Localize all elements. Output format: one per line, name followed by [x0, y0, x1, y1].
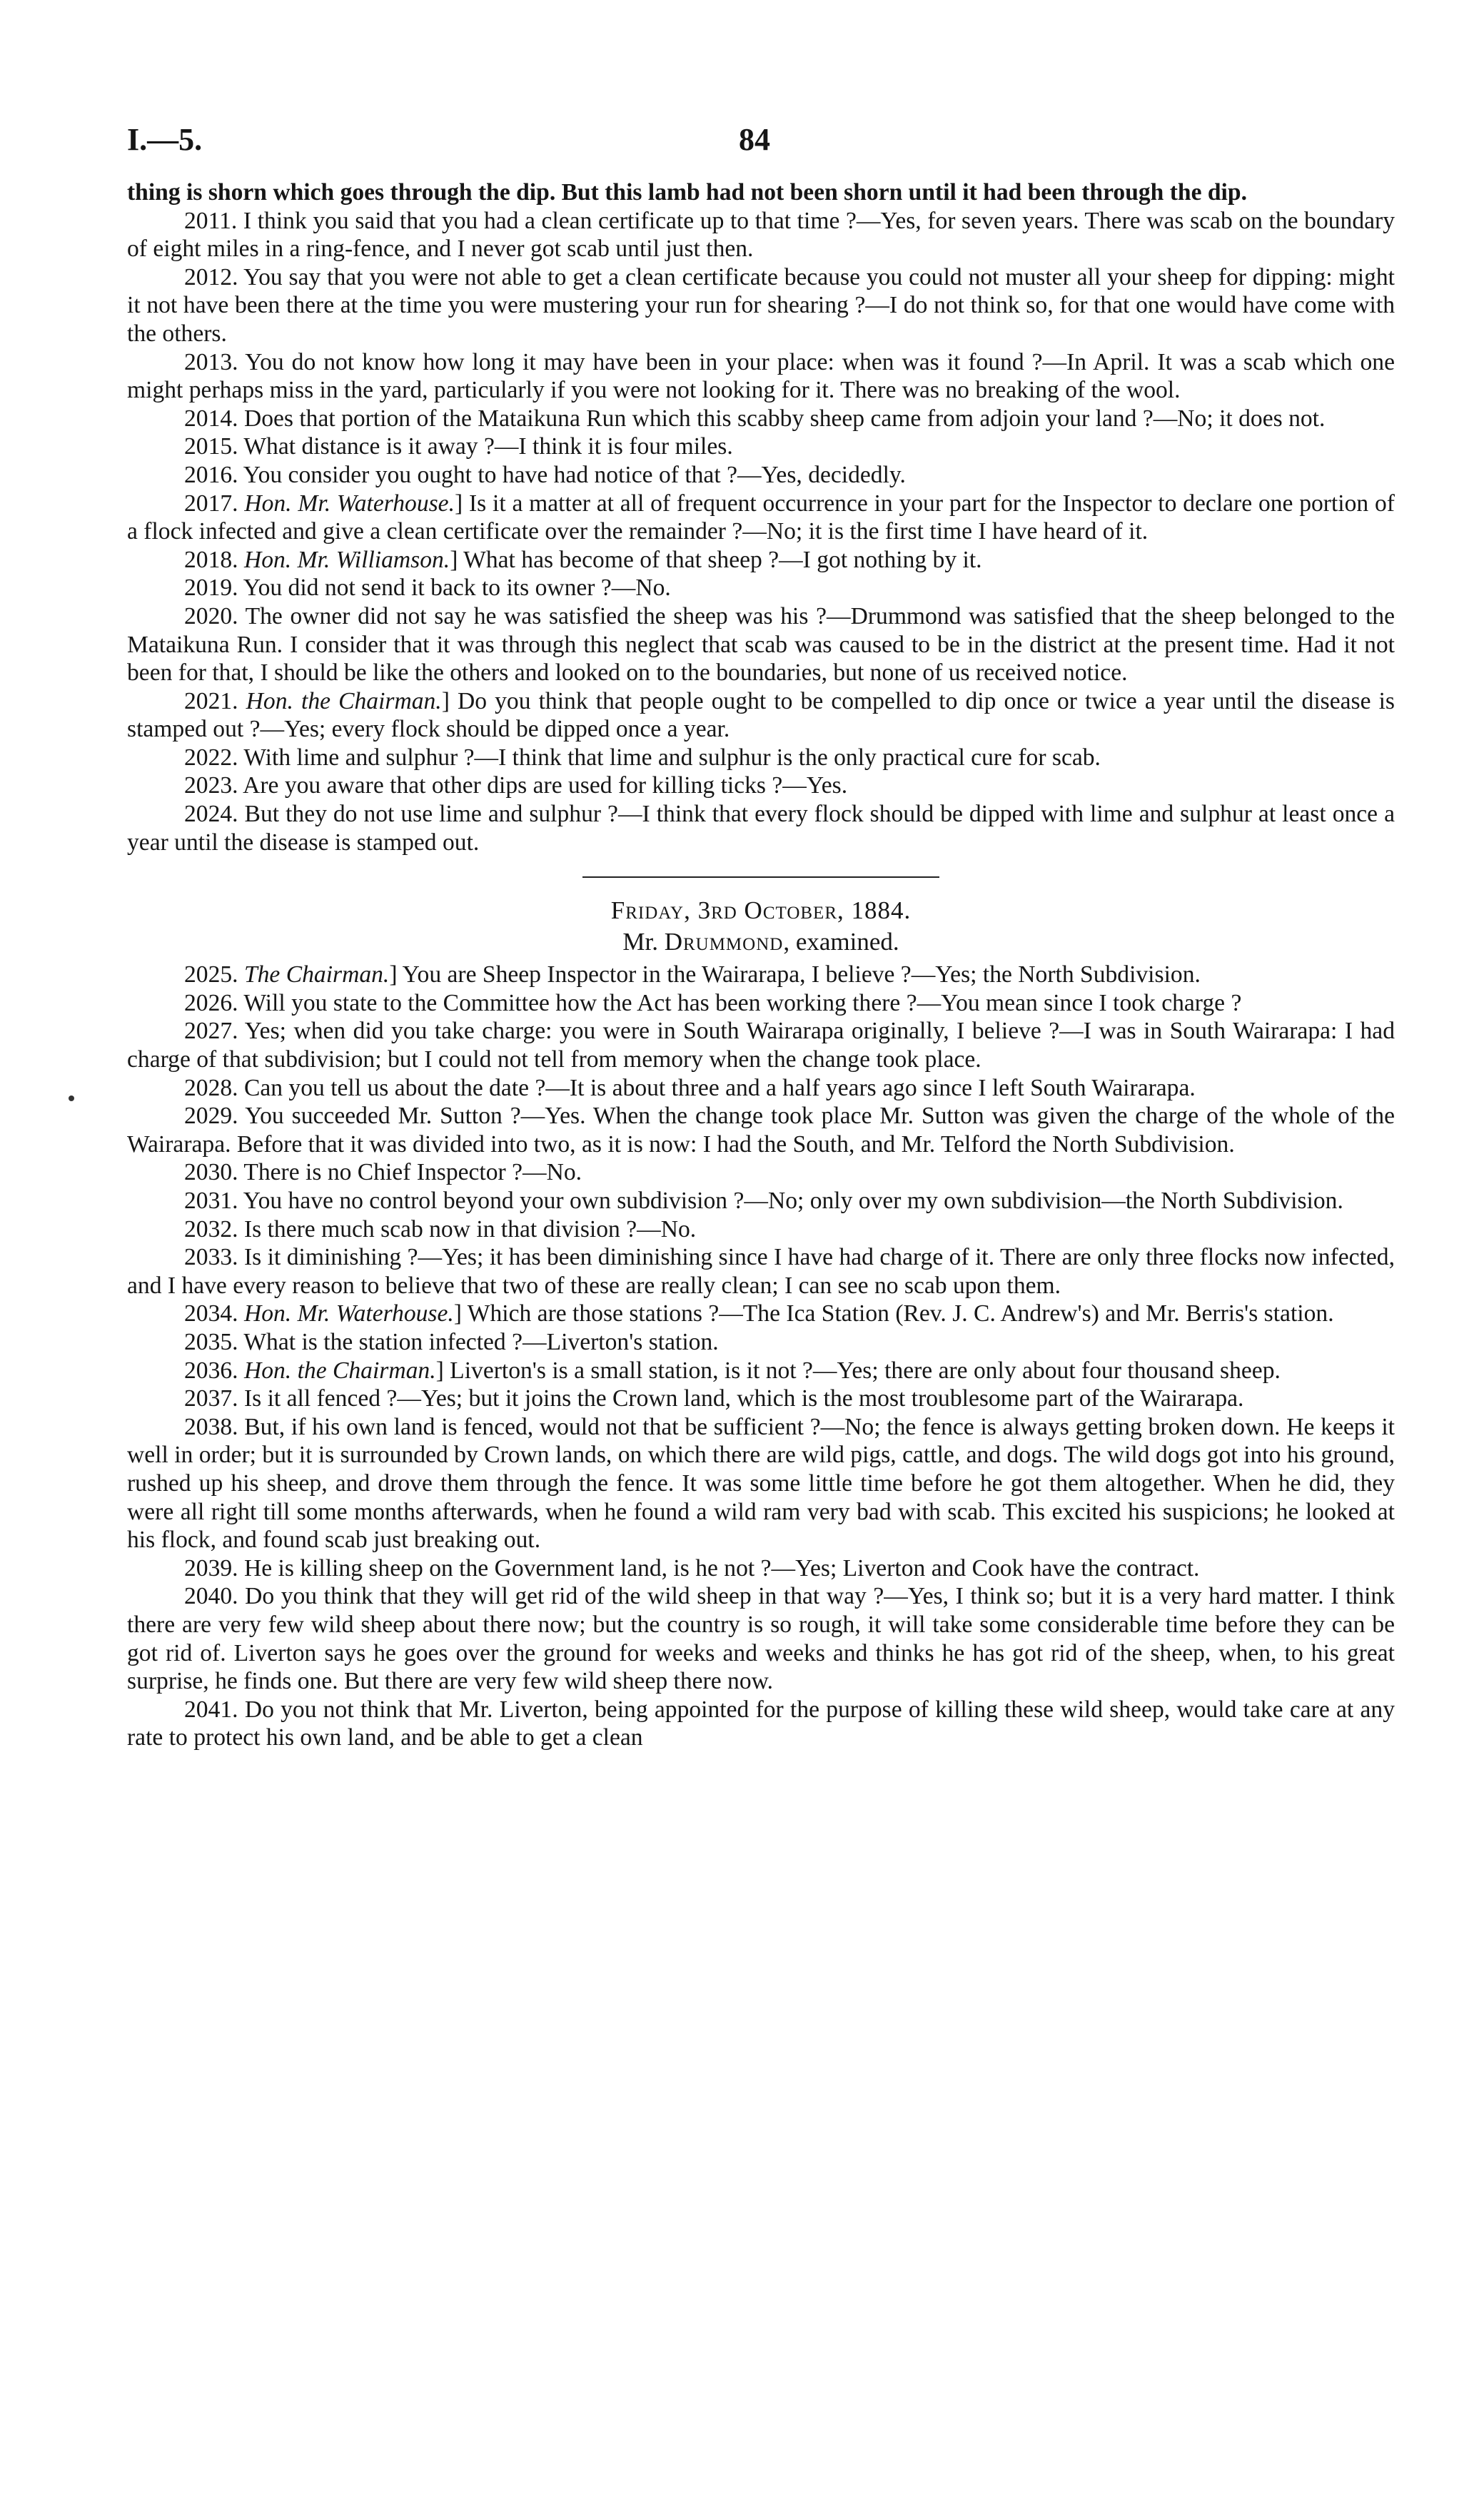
speaker: Hon. Mr. Waterhouse. [243, 1300, 454, 1327]
question-2034 [127, 1300, 1395, 1328]
question-number: 2021. [184, 687, 238, 714]
question-2028: 2028. Can you tell us about the date ?—It is about three and a half years ago since I left South Wairarapa. [184, 1074, 1196, 1101]
document-reference: I.—5. [127, 122, 203, 157]
speaker: Hon. Mr. Williamson. [243, 546, 450, 573]
question-text: ] Liverton's is a small station, is it not ?—Yes; there are only about four thousand sheep. [435, 1357, 1281, 1384]
question-2014: 2014. Does that portion of the Mataikuna Run which this scabby sheep came from adjoin your land ?—No; it does not. [184, 405, 1326, 432]
witness-name: Drummond [664, 928, 784, 956]
question-2033: 2033. Is it diminishing ?—Yes; it has been diminishing since I have had charge of it. There are only three flocks now infected, and I have every reason to believe that two of these are really clean; I can see no scab upon them. [127, 1244, 1395, 1299]
question-2020: 2020. The owner did not say he was satisfied the sheep was his ?—Drummond was satisfied that the sheep belonged to the Mataikuna Run. I consider that it was through this neglect that scab was caused to be in the district at the present time. Had it not been for that, I should be like the others and looked on to the boundaries, but none of us received notice. [127, 602, 1395, 687]
question-2019: 2019. You did not send it back to its owner ?—No. [184, 575, 671, 602]
question-2032: 2032. Is there much scab now in that division ?—No. [184, 1215, 697, 1243]
question-2030: 2030. There is no Chief Inspector ?—No. [184, 1159, 582, 1186]
session-date-heading: Friday, 3rd October, 1884. [610, 896, 912, 925]
question-2021 [127, 687, 1395, 744]
question-2037: 2037. Is it all fenced ?—Yes; but it joins the Crown land, which is the most troublesome part of the Wairarapa. [184, 1385, 1244, 1412]
question-2024: 2024. But they do not use lime and sulphur ?—I think that every flock should be dipped with lime and sulphur at least once a year until the disease is stamped out. [127, 801, 1395, 856]
question-2018 [127, 546, 1395, 575]
question-number: 2034. [184, 1300, 238, 1327]
question-text: ] You are Sheep Inspector in the Wairarapa, I believe ?—Yes; the North Subdivision. [389, 961, 1201, 988]
question-2011: 2011. I think you said that you had a clean certificate up to that time ?—Yes, for seven years. There was scab on the boundary of eight miles in a ring-fence, and I never got scab until just then. [127, 207, 1395, 263]
question-2031: 2031. You have no control beyond your own subdivision ?—No; only over my own subdivision—the North Subdivision. [184, 1188, 1343, 1214]
question-text: ] Is it a matter at all of frequent occurrence in your part for the Inspector to declare one portion of a flock infected and give a clean certificate over the remainder ?—No; it is the first time I have heard of it. [127, 490, 1395, 545]
witness-title: Mr. [622, 928, 658, 956]
question-2040: 2040. Do you think that they will get rid of the wild sheep in that way ?—Yes, I think so; but it is a very hard matter. I think there are very few wild sheep about there now; but the country is so rough, it will take some considerable time before they can be got rid of. Liverton says he goes over the ground for weeks and weeks and thinks he has got rid of the sheep, when, to his great surprise, he finds one. But there are very few wild sheep there now. [127, 1583, 1395, 1695]
question-text: ] Which are those stations ?—The Ica Station (Rev. J. C. Andrew's) and Mr. Berris's station. [453, 1300, 1334, 1327]
question-2035: 2035. What is the station infected ?—Liverton's station. [184, 1328, 719, 1355]
speaker: The Chairman. [243, 961, 390, 988]
question-2038: 2038. But, if his own land is fenced, would not that be sufficient ?—No; the fence is always getting broken down. He keeps it well in order; but it is surrounded by Crown lands, on which there are wild pigs, cattle, and dogs. The wild dogs got into his ground, rushed up his sheep, and drove them through the fence. It was some little time before he got them altogether. When he did, they were all right till some months afterwards, when he found a wild ram very bad with scab. This excited his suspicions; he looked at his flock, and found scab just breaking out. [127, 1413, 1395, 1554]
speaker: Hon. the Chairman. [243, 1357, 436, 1384]
question-2029: 2029. You succeeded Mr. Sutton ?—Yes. When the change took place Mr. Sutton was given the charge of the whole of the Wairarapa. Before that it was divided into two, as it is now: I had the South, and Mr. Telford the North Subdivision. [127, 1103, 1395, 1158]
body-text [127, 178, 1395, 1752]
question-2026: 2026. Will you state to the Committee how the Act has been working there ?—You mean since I took charge ? [184, 989, 1242, 1016]
question-text: ] What has become of that sheep ?—I got nothing by it. [450, 546, 982, 573]
question-2017 [127, 490, 1395, 546]
speaker: Hon. Mr. Waterhouse. [244, 490, 455, 517]
question-number: 2025. [184, 961, 238, 988]
question-2025 [127, 961, 1395, 989]
question-2023: 2023. Are you aware that other dips are used for killing ticks ?—Yes. [184, 772, 848, 799]
page-number: 84 [739, 122, 770, 157]
question-number: 2018. [184, 546, 238, 573]
continuation-paragraph: thing is shorn which goes through the dip. But this lamb had not been shorn until it had been through the dip. [127, 179, 1247, 206]
question-number: 2017. [184, 490, 238, 517]
question-2036 [127, 1357, 1395, 1385]
question-2016: 2016. You consider you ought to have had notice of that ?—Yes, decidedly. [184, 461, 906, 488]
speaker: Hon. the Chairman. [246, 687, 442, 714]
section-divider [582, 876, 939, 878]
witness-suffix: , examined. [783, 928, 899, 956]
witness-heading [127, 926, 1395, 958]
margin-dot [69, 1095, 74, 1101]
page-header [127, 107, 1395, 178]
question-2027: 2027. Yes; when did you take charge: you were in South Wairarapa originally, I believe ?—I was in South Wairarapa: I had charge of that subdivision; but I could not tell from memory when the change took place. [127, 1018, 1395, 1073]
question-2015: 2015. What distance is it away ?—I think it is four miles. [184, 433, 733, 460]
question-number: 2036. [184, 1357, 238, 1384]
question-2041: 2041. Do you not think that Mr. Liverton, being appointed for the purpose of killing these wild sheep, would take care at any rate to protect his own land, and be able to get a clean [127, 1696, 1395, 1751]
question-2039: 2039. He is killing sheep on the Government land, is he not ?—Yes; Liverton and Cook have the contract. [184, 1554, 1200, 1582]
question-text: ] Do you think that people ought to be compelled to dip once or twice a year until the disease is stamped out ?—Yes; every flock should be dipped once a year. [127, 687, 1395, 743]
question-2012: 2012. You say that you were not able to get a clean certificate because you could not muster all your sheep for dipping: might it not have been there at the time you were mustering your run for shearing ?—I do not think so, for that one would have come with the others. [127, 263, 1395, 347]
question-2022: 2022. With lime and sulphur ?—I think that lime and sulphur is the only practical cure for scab. [184, 744, 1101, 771]
question-2013: 2013. You do not know how long it may have been in your place: when was it found ?—In April. It was a scab which one might perhaps miss in the yard, particularly if you were not looking for it. There was no breaking of the wool. [127, 348, 1395, 404]
